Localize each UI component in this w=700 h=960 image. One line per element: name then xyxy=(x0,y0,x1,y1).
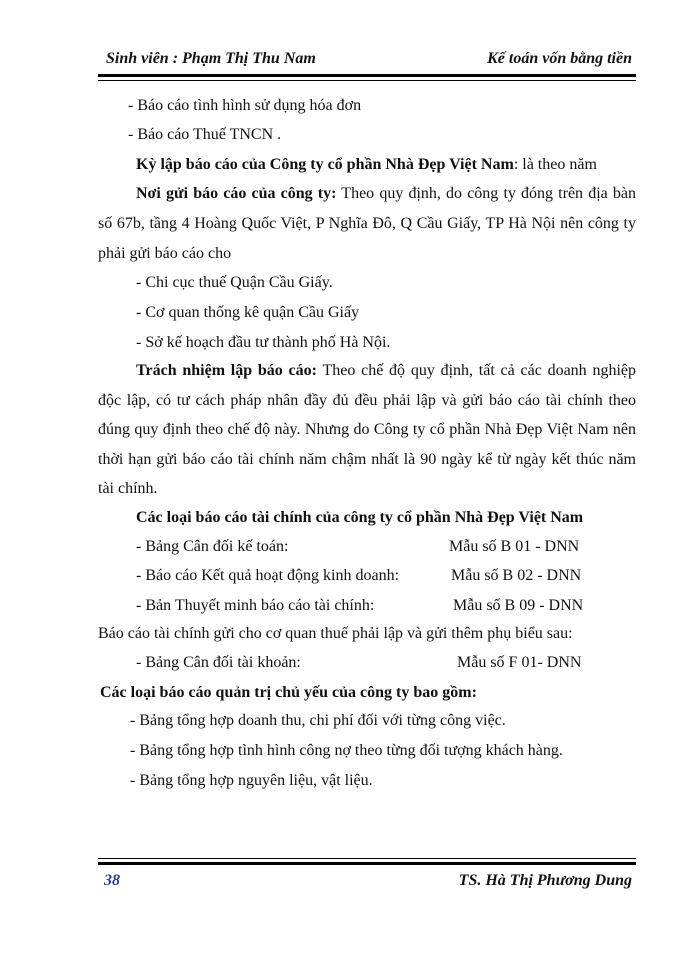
text-line: - Sở kế hoạch đầu tư thành phố Hà Nội. xyxy=(136,334,391,351)
text-line: - Báo cáo tình hình sử dụng hóa đơn xyxy=(128,97,362,114)
text-line: - Chi cục thuế Quận Cầu Giấy. xyxy=(136,274,333,291)
text-line: - Bảng tổng hợp tình hình công nợ theo từng đối tượng khách hàng. xyxy=(130,742,563,759)
text-line: - Báo cáo Thuế TNCN . xyxy=(128,126,282,143)
header-student: Sinh viên : Phạm Thị Thu Nam xyxy=(106,50,316,67)
page-header xyxy=(98,46,636,74)
text-line: Báo cáo tài chính gửi cho cơ quan thuế phải lập và gửi thêm phụ biểu sau: xyxy=(98,625,573,642)
text-line: đúng quy định theo chế độ này. Nhưng do Công ty cổ phần Nhà Đẹp Việt Nam nên xyxy=(98,421,636,438)
text-line xyxy=(136,361,636,381)
section-heading: Các loại báo cáo quản trị chủ yếu của công ty bao gồm: xyxy=(100,684,477,701)
text-rest: Theo quy định, do công ty đóng trên địa bàn xyxy=(336,185,636,202)
text-line xyxy=(136,155,597,175)
footer-rule xyxy=(98,858,636,865)
footer-author: TS. Hà Thị Phương Dung xyxy=(458,872,632,889)
text-line: số 67b, tầng 4 Hoàng Quốc Việt, P Nghĩa Đô, Q Cầu Giấy, TP Hà Nội nên công ty xyxy=(98,215,636,232)
header-topic: Kế toán vốn bằng tiền xyxy=(487,50,632,67)
text-rest: : là theo năm xyxy=(513,156,597,173)
text-line xyxy=(136,184,636,204)
report-form: Mẫu số B 01 - DNN xyxy=(449,538,580,555)
report-name: - Báo cáo Kết quả hoạt động kinh doanh: xyxy=(136,567,400,584)
section-heading: Các loại báo cáo tài chính của công ty cổ phần Nhà Đẹp Việt Nam xyxy=(136,509,584,526)
bold-lead: Nơi gửi báo cáo của công ty: xyxy=(136,185,337,202)
text-line: phải gửi báo cáo cho xyxy=(98,245,232,262)
text-line: tài chính. xyxy=(98,480,158,497)
text-rest: Theo chế độ quy định, tất cả các doanh nghiệp xyxy=(316,362,636,379)
report-name: - Bản Thuyết minh báo cáo tài chính: xyxy=(136,597,375,614)
text-line: - Bảng tổng hợp doanh thu, chi phí đối với từng công việc. xyxy=(130,712,506,729)
appendix-form: Mẫu số F 01- DNN xyxy=(457,654,582,671)
bold-lead: Kỳ lập báo cáo của Công ty cổ phần Nhà Đẹp Việt Nam xyxy=(136,156,514,173)
page-number: 38 xyxy=(104,872,120,889)
text-line: - Cơ quan thống kê quận Cầu Giấy xyxy=(136,304,360,321)
report-name: - Bảng Cân đối kế toán: xyxy=(136,538,289,555)
report-form: Mẫu số B 09 - DNN xyxy=(453,597,584,614)
report-form: Mẫu số B 02 - DNN xyxy=(451,567,582,584)
text-line: độc lập, có tư cách pháp nhân đầy đủ đều phải lập và gửi báo cáo tài chính theo xyxy=(98,392,636,409)
text-line: thời hạn gửi báo cáo tài chính năm chậm nhất là 90 ngày kể từ ngày kết thúc năm xyxy=(98,451,636,468)
bold-lead: Trách nhiệm lập báo cáo: xyxy=(136,362,317,379)
header-rule xyxy=(98,74,636,81)
appendix-name: - Bảng Cân đối tài khoản: xyxy=(136,654,301,671)
text-line: - Bảng tổng hợp nguyên liệu, vật liệu. xyxy=(130,772,373,789)
